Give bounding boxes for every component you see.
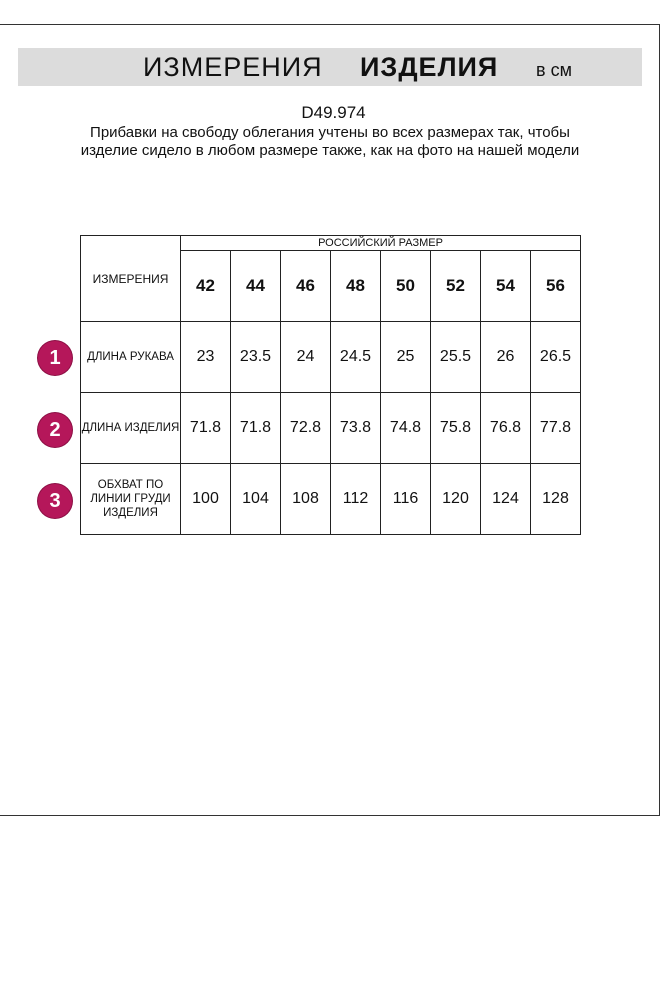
- row-label: ДЛИНА ИЗДЕЛИЯ: [81, 393, 181, 464]
- table-cell: 112: [331, 464, 381, 535]
- table-cell: 26.5: [531, 322, 581, 393]
- table-cell: 24: [281, 322, 331, 393]
- row-number-badge: 1: [38, 341, 72, 375]
- table-cell: 71.8: [181, 393, 231, 464]
- row-number-badge: 2: [38, 413, 72, 447]
- table-cell: 23: [181, 322, 231, 393]
- title-unit: в см: [536, 60, 572, 80]
- title-measurements: ИЗМЕРЕНИЯ: [143, 52, 323, 82]
- size-header: 48: [331, 251, 381, 322]
- table-cell: 77.8: [531, 393, 581, 464]
- size-header: 44: [231, 251, 281, 322]
- table-cell: 26: [481, 322, 531, 393]
- table-group-label: РОССИЙСКИЙ РАЗМЕР: [181, 236, 581, 251]
- row-number-badge: 3: [38, 484, 72, 518]
- row-label: ДЛИНА РУКАВА: [81, 322, 181, 393]
- size-header: 54: [481, 251, 531, 322]
- size-header: 50: [381, 251, 431, 322]
- size-header: 42: [181, 251, 231, 322]
- table-cell: 124: [481, 464, 531, 535]
- size-header: 52: [431, 251, 481, 322]
- table-cell: 120: [431, 464, 481, 535]
- table-row: [81, 322, 581, 393]
- fit-note: Прибавки на свободу облегания учтены во всех размерах так, чтобы изделие сидело в любом размере также, как на фото на нашей модели: [80, 124, 580, 159]
- table-cell: 100: [181, 464, 231, 535]
- row-label: ОБХВАТ ПО ЛИНИИ ГРУДИ ИЗДЕЛИЯ: [81, 464, 181, 535]
- size-header: 46: [281, 251, 331, 322]
- table-cell: 23.5: [231, 322, 281, 393]
- size-header: 56: [531, 251, 581, 322]
- table-cell: 71.8: [231, 393, 281, 464]
- article-number: D49.974: [301, 103, 366, 122]
- table-cell: 75.8: [431, 393, 481, 464]
- table-cell: 25: [381, 322, 431, 393]
- table-cell: 25.5: [431, 322, 481, 393]
- table-cell: 128: [531, 464, 581, 535]
- table-row: [81, 464, 581, 535]
- table-row: [81, 393, 581, 464]
- table-cell: 104: [231, 464, 281, 535]
- table-cell: 74.8: [381, 393, 431, 464]
- table-cell: 76.8: [481, 393, 531, 464]
- table-cell: 72.8: [281, 393, 331, 464]
- table-corner-label: ИЗМЕРЕНИЯ: [81, 236, 181, 322]
- table-cell: 108: [281, 464, 331, 535]
- title-item: ИЗДЕЛИЯ: [360, 52, 499, 82]
- table-cell: 24.5: [331, 322, 381, 393]
- size-table: [80, 235, 581, 535]
- table-cell: 116: [381, 464, 431, 535]
- table-cell: 73.8: [331, 393, 381, 464]
